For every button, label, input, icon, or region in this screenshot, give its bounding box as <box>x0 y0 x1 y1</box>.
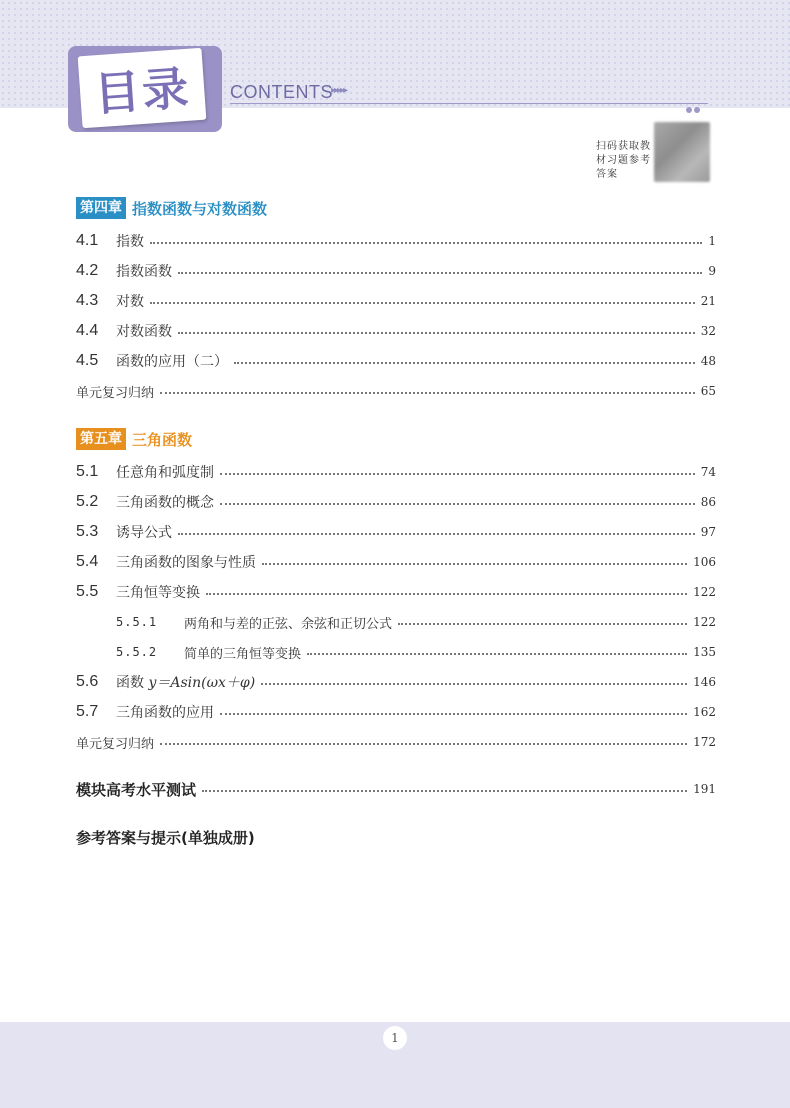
entry-number: 5.1 <box>76 463 99 480</box>
chapter-title: 三角函数 <box>132 430 193 449</box>
arrows-icon: ▸▸▸▸▸ <box>331 85 347 96</box>
chapter-tag: 第四章 <box>76 197 126 219</box>
toc-entry-5-5[interactable] <box>76 580 716 604</box>
toc-entry-answers[interactable] <box>76 825 716 849</box>
entry-title-prefix: 函数 <box>116 675 144 691</box>
page-title: 目录 <box>78 48 207 128</box>
entry-title: 单元复习归纳 <box>76 385 155 401</box>
entry-number: 4.3 <box>76 292 99 309</box>
toc-entry-4-5[interactable] <box>76 349 716 373</box>
leader-dots <box>220 473 695 475</box>
leader-dots <box>150 242 702 244</box>
toc-entry-ch5-review[interactable] <box>76 730 716 754</box>
page-number: 1 <box>383 1026 407 1050</box>
entry-page: 97 <box>700 525 716 539</box>
entry-number: 4.5 <box>76 352 99 369</box>
leader-dots <box>220 503 695 505</box>
entry-title: 任意角和弧度制 <box>116 465 214 481</box>
entry-title: 指数 <box>116 234 144 250</box>
leader-dots <box>150 302 695 304</box>
entry-title: 对数 <box>116 294 144 310</box>
entry-title: 简单的三角恒等变换 <box>184 646 302 662</box>
toc-entry-4-4[interactable] <box>76 319 716 343</box>
entry-number: 5.5.1 <box>116 615 158 629</box>
entry-page: 86 <box>700 495 716 509</box>
entry-page: 106 <box>693 555 716 569</box>
leader-dots <box>398 623 687 625</box>
toc-entry-ch4-review[interactable] <box>76 379 716 403</box>
chapter-title: 指数函数与对数函数 <box>132 199 268 218</box>
chapter-tag: 第五章 <box>76 428 126 450</box>
toc-entry-5-1[interactable] <box>76 460 716 484</box>
toc-entry-5-5-2[interactable] <box>76 640 716 664</box>
entry-title: 函数的应用（二） <box>116 354 228 370</box>
entry-page: 191 <box>693 782 716 796</box>
entry-number: 4.4 <box>76 322 99 339</box>
entry-page: 9 <box>708 264 716 278</box>
leader-dots <box>178 272 702 274</box>
leader-dots <box>178 533 695 535</box>
leader-dots <box>206 593 687 595</box>
entry-number: 4.2 <box>76 262 99 279</box>
qr-label: 扫码获取教材习题参考答案 <box>596 141 651 180</box>
entry-title: 三角函数的应用 <box>116 705 214 721</box>
entry-title: 指数函数 <box>116 264 172 280</box>
entry-title: 参考答案与提示(单独成册) <box>76 828 255 847</box>
toc-entry-4-3[interactable] <box>76 289 716 313</box>
entry-page: 21 <box>700 294 716 308</box>
entry-number: 5.4 <box>76 553 99 570</box>
entry-title: 诱导公式 <box>116 525 172 541</box>
entry-page: 48 <box>700 354 716 368</box>
header-dots <box>686 98 702 117</box>
entry-page: 32 <box>700 324 716 338</box>
chapter-5-heading <box>76 428 192 450</box>
entry-title: 三角函数的图象与性质 <box>116 555 256 571</box>
toc-entry-5-2[interactable] <box>76 490 716 514</box>
leader-dots <box>202 790 687 792</box>
entry-page: 172 <box>693 735 716 749</box>
entry-title: 三角恒等变换 <box>116 585 200 601</box>
chapter-4-heading <box>76 197 267 219</box>
leader-dots <box>160 392 695 394</box>
toc-entry-5-3[interactable] <box>76 520 716 544</box>
entry-number: 5.5.2 <box>116 645 158 659</box>
entry-title: 对数函数 <box>116 324 172 340</box>
leader-dots <box>307 653 687 655</box>
toc-entry-5-5-1[interactable] <box>76 610 716 634</box>
entry-title: 模块高考水平测试 <box>76 780 197 799</box>
entry-number: 4.1 <box>76 232 99 249</box>
leader-dots <box>261 683 687 685</box>
header-divider <box>230 103 708 104</box>
entry-page: 65 <box>700 384 716 398</box>
entry-title <box>116 672 255 692</box>
contents-subtitle: CONTENTS <box>230 82 333 102</box>
entry-page: 162 <box>693 705 716 719</box>
toc-entry-5-4[interactable] <box>76 550 716 574</box>
entry-page: 122 <box>693 585 716 599</box>
toc-entry-module-test[interactable] <box>76 777 716 801</box>
toc-entry-5-6[interactable] <box>76 670 716 694</box>
entry-number: 5.3 <box>76 523 99 540</box>
toc-entry-5-7[interactable] <box>76 700 716 724</box>
entry-page: 122 <box>693 615 716 629</box>
entry-page: 1 <box>708 234 716 248</box>
entry-title: 三角函数的概念 <box>116 495 214 511</box>
entry-page: 146 <box>693 675 716 689</box>
entry-number: 5.5 <box>76 583 99 600</box>
toc-entry-4-1[interactable] <box>76 229 716 253</box>
leader-dots <box>220 713 687 715</box>
leader-dots <box>234 362 695 364</box>
entry-number: 5.7 <box>76 703 99 720</box>
entry-title: 两角和与差的正弦、余弦和正切公式 <box>184 616 393 632</box>
toc-entry-4-2[interactable] <box>76 259 716 283</box>
entry-title: 单元复习归纳 <box>76 736 155 752</box>
entry-number: 5.6 <box>76 673 99 690</box>
entry-page: 74 <box>700 465 716 479</box>
entry-number: 5.2 <box>76 493 99 510</box>
entry-title-formula: y＝Asin(ωx＋φ) <box>148 675 256 691</box>
leader-dots <box>178 332 695 334</box>
leader-dots <box>160 743 687 745</box>
entry-page: 135 <box>693 645 716 659</box>
qr-code-icon[interactable] <box>654 122 710 182</box>
leader-dots <box>262 563 687 565</box>
